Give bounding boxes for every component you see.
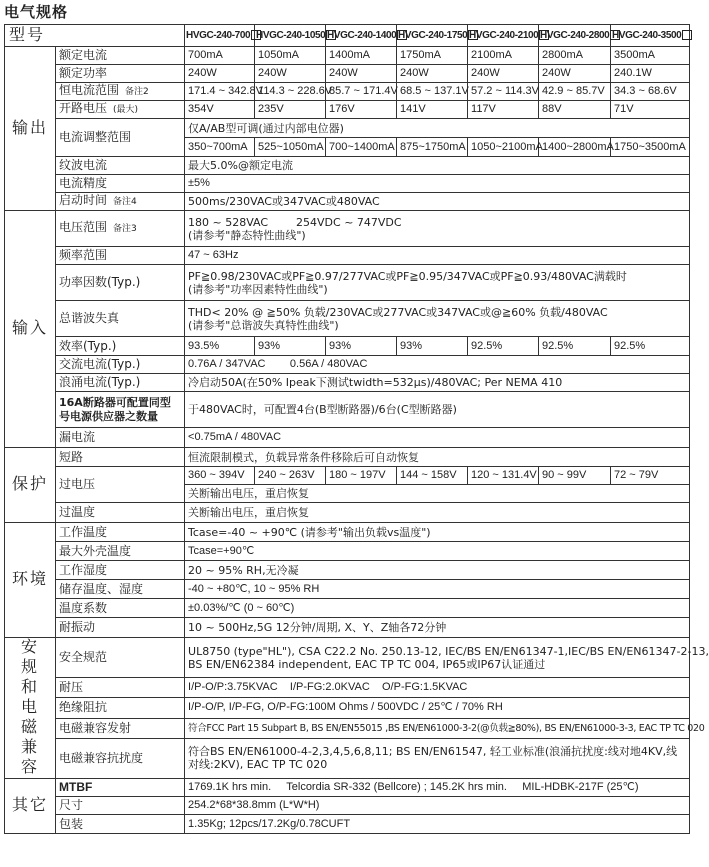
cell: 875~1750mA [397,138,468,157]
cell: 254.2*68*38.8mm (L*W*H) [185,797,690,815]
model-cell: HVGC-240-1750 [397,25,468,47]
row-label: 耐振动 [56,618,185,638]
table-row [5,797,690,815]
table-row [5,698,690,718]
cell: 240.1W [611,65,690,83]
row-label: 储存温度、湿度 [56,580,185,599]
row-label: 16A断路器可配置同型号电源供应器之数量 [56,392,185,428]
row-label: 频率范围 [56,247,185,265]
cell: 350~700mA [185,138,255,157]
cell: 关断输出电压，重启恢复 [185,485,690,503]
cell: ±5% [185,175,690,193]
cell: 117V [468,101,539,119]
row-label: 开路电压 (最大) [56,101,185,119]
cell: 42.9 ~ 85.7V [539,83,611,101]
table-row [5,211,690,247]
cell: I/P-O/P:3.75KVAC I/P-FG:2.0KVAC O/P-FG:1.5KVAC [185,678,690,698]
table-row [5,638,690,678]
cell: 360 ~ 394V [185,467,255,485]
cell: 700mA [185,47,255,65]
cell: 93.5% [185,337,255,356]
row-label: 漏电流 [56,428,185,448]
cell: 354V [185,101,255,119]
cell: 240W [326,65,397,83]
model-cell: HVGC-240-2800 [539,25,611,47]
cell: ±0.03%/℃ (0 ~ 60℃) [185,599,690,618]
cell: 1750~3500mA [611,138,690,157]
row-label: 额定功率 [56,65,185,83]
section-others: 其它 [5,779,56,834]
row-label: 短路 [56,448,185,467]
cell: 20 ~ 95% RH,无冷凝 [185,561,690,580]
cell: 240W [539,65,611,83]
table-row [5,503,690,523]
cell: <0.75mA / 480VAC [185,428,690,448]
cell: -40 ~ +80℃, 10 ~ 95% RH [185,580,690,599]
cell: 88V [539,101,611,119]
cell: 于480VAC时，可配置4台(B型断路器)/6台(C型断路器) [185,392,690,428]
cell: I/P-O/P, I/P-FG, O/P-FG:100M Ohms / 500VDC / 25℃ / 70% RH [185,698,690,718]
table-row [5,738,690,778]
table-row [5,428,690,448]
cell: 180 ~ 528VAC 254VDC ~ 747VDC (请参考"静态特性曲线") [185,211,690,247]
row-label: 过电压 [56,467,185,503]
cell: 235V [255,101,326,119]
cell: 冷启动50A(在50% Ipeak下测试twidth=532μs)/480VAC; Per NEMA 410 [185,374,690,392]
table-row [5,83,690,101]
header-row [5,25,690,47]
table-row [5,101,690,119]
cell: 240W [185,65,255,83]
model-cell: HVGC-240-1400 [326,25,397,47]
row-label: 效率(Typ.) [56,337,185,356]
table-row [5,815,690,834]
table-row [5,678,690,698]
row-label: 尺寸 [56,797,185,815]
type-label: 型号 [5,25,185,47]
row-label: MTBF [56,779,185,797]
model-cell: HVGC-240-700 [185,25,255,47]
cell: 10 ~ 500Hz,5G 12分钟/周期, X、Y、Z轴各72分钟 [185,618,690,638]
table-row [5,718,690,738]
table-row [5,580,690,599]
table-row [5,779,690,797]
cell: 仅A/AB型可调(通过内部电位器) [185,119,690,138]
model-cell: HVGC-240-3500 [611,25,690,47]
cell: 1050mA [255,47,326,65]
cell: 71V [611,101,690,119]
cell: 120 ~ 131.4V [468,467,539,485]
cell: 恒流限制模式，负载异常条件移除后可自动恢复 [185,448,690,467]
cell: 240W [468,65,539,83]
section-environment: 环境 [5,523,56,638]
cell: 72 ~ 79V [611,467,690,485]
row-label: 电磁兼容发射 [56,718,185,738]
table-row [5,542,690,561]
section-input: 输入 [5,211,56,448]
cell: 90 ~ 99V [539,467,611,485]
row-label: 绝缘阻抗 [56,698,185,718]
cell: 141V [397,101,468,119]
cell: 1769.1K hrs min. Telcordia SR-332 (Bellcore) ; 145.2K hrs min. MIL-HDBK-217F (25℃) [185,779,690,797]
cell: 176V [326,101,397,119]
cell: PF≧0.98/230VAC或PF≧0.97/277VAC或PF≧0.95/347VAC或PF≧0.93/480VAC满载时 (请参考"功率因素特性曲线") [185,265,690,301]
table-row [5,65,690,83]
row-label: 电磁兼容抗扰度 [56,738,185,778]
cell: 93% [255,337,326,356]
cell: 144 ~ 158V [397,467,468,485]
row-label: 额定电流 [56,47,185,65]
model-cell: HVGC-240-2100 [468,25,539,47]
cell: 关断输出电压，重启恢复 [185,503,690,523]
table-row [5,392,690,428]
section-safety-emc: 安规和电磁兼容 [5,638,56,779]
table-row [5,47,690,65]
cell: 0.76A / 347VAC 0.56A / 480VAC [185,356,690,374]
row-label: 电流精度 [56,175,185,193]
table-row [5,599,690,618]
table-row [5,523,690,542]
cell: 符合BS EN/EN61000-4-2,3,4,5,6,8,11; BS EN/EN61547, 轻工业标准(浪涌抗扰度:线对地4KV,线 对线:2KV), EAC TP TC 020 [185,738,690,778]
table-row [5,175,690,193]
cell: 240W [255,65,326,83]
row-label: 工作湿度 [56,561,185,580]
cell: 2100mA [468,47,539,65]
row-label: 功率因数(Typ.) [56,265,185,301]
cell: 700~1400mA [326,138,397,157]
cell: 3500mA [611,47,690,65]
row-label: 纹波电流 [56,157,185,175]
table-row [5,301,690,337]
section-output: 输出 [5,47,56,211]
row-label: 温度系数 [56,599,185,618]
row-label: 电压范围 备注3 [56,211,185,247]
model-cell: HVGC-240-1050 [255,25,326,47]
row-label: 启动时间 备注4 [56,193,185,211]
spec-table [4,24,709,834]
cell: 525~1050mA [255,138,326,157]
cell: 1750mA [397,47,468,65]
row-label: 交流电流(Typ.) [56,356,185,374]
cell: 符合FCC Part 15 Subpart B, BS EN/EN55015 ,BS EN/EN61000-3-2(@负载≧80%), BS EN/EN61000-3-3, EAC TP TC 020 [185,718,690,738]
row-label: 耐压 [56,678,185,698]
table-row [5,193,690,211]
table-row [5,618,690,638]
row-label: 电流调整范围 [56,119,185,157]
table-row [5,337,690,356]
cell: UL8750 (type"HL"), CSA C22.2 No. 250.13-12, IEC/BS EN/EN61347-1,IEC/BS EN/EN61347-2-13, BS EN/EN62384 independent, EAC TP TC 004, IP65或IP67认证通过 [185,638,690,678]
section-protection: 保护 [5,448,56,523]
row-label: 安全规范 [56,638,185,678]
table-row [5,119,690,138]
table-row [5,157,690,175]
cell: 1400~2800mA [539,138,611,157]
table-row [5,467,690,485]
row-label: 总谐波失真 [56,301,185,337]
page-title: 电气规格 [4,3,69,21]
table-row [5,374,690,392]
row-label: 浪涌电流(Typ.) [56,374,185,392]
cell: 57.2 ~ 114.3V [468,83,539,101]
table-row [5,561,690,580]
cell: 2800mA [539,47,611,65]
row-label: 最大外壳温度 [56,542,185,561]
cell: Tcase=-40 ~ +90℃ (请参考"输出负载vs温度") [185,523,690,542]
cell: 500ms/230VAC或347VAC或480VAC [185,193,690,211]
checkbox-icon[interactable] [682,30,692,40]
table-row [5,356,690,374]
row-label: 恒电流范围 备注2 [56,83,185,101]
cell: 68.5 ~ 137.1V [397,83,468,101]
cell: 180 ~ 197V [326,467,397,485]
row-label: 包装 [56,815,185,834]
cell: 最大5.0%@额定电流 [185,157,690,175]
cell: 92.5% [468,337,539,356]
cell: 171.4 ~ 342.8V [185,83,255,101]
table-row [5,265,690,301]
table-row [5,448,690,467]
cell: 1.35Kg; 12pcs/17.2Kg/0.78CUFT [185,815,690,834]
table-row [5,247,690,265]
cell: 93% [397,337,468,356]
row-label: 过温度 [56,503,185,523]
cell: 240 ~ 263V [255,467,326,485]
cell: THD< 20% @ ≧50% 负载/230VAC或277VAC或347VAC或@≧60% 负载/480VAC (请参考"总谐波失真特性曲线") [185,301,690,337]
row-label: 工作温度 [56,523,185,542]
cell: 1050~2100mA [468,138,539,157]
cell: Tcase=+90℃ [185,542,690,561]
cell: 47 ~ 63Hz [185,247,690,265]
cell: 85.7 ~ 171.4V [326,83,397,101]
cell: 92.5% [611,337,690,356]
cell: 93% [326,337,397,356]
cell: 92.5% [539,337,611,356]
cell: 240W [397,65,468,83]
cell: 34.3 ~ 68.6V [611,83,690,101]
cell: 114.3 ~ 228.6V [255,83,326,101]
cell: 1400mA [326,47,397,65]
